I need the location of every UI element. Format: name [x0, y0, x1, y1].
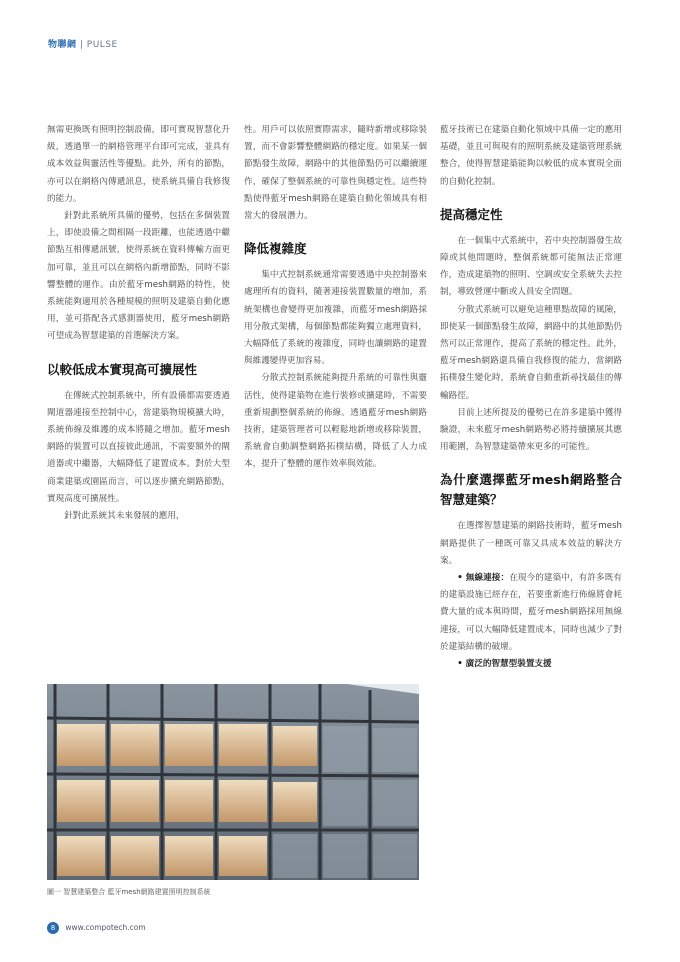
col1-heading-1: 以較低成本實現高可擴展性	[47, 361, 198, 377]
col3-paragraph-1: 藍牙技術已在建築自動化領域中具備一定的應用基礎，並且可與現有的照明系統及建築管理系統整合，使得智慧建築能夠以較低的成本實現全面的自動化控制。	[440, 125, 622, 187]
page-number: 8	[47, 922, 59, 934]
column-1	[47, 122, 230, 525]
col2-paragraph-2: 集中式控制系統通常需要透過中央控制器來處理所有的資料，隨著連接裝置數量的增加，系統架構也會變得更加複雜，而藍牙mesh網路採用分散式架構，每個節點都能夠獨立處理資料，大幅降低了系統的複雜度，同時也讓網路的建置與維護變得更加容易。	[244, 270, 427, 367]
col2-heading-1: 降低複雜度	[244, 241, 307, 257]
col3-heading-1: 提高穩定性	[440, 206, 503, 222]
footer-site[interactable]: www.compotech.com	[65, 923, 146, 932]
building-photo	[47, 684, 419, 880]
column-2	[244, 122, 427, 474]
header-divider: |	[79, 40, 87, 50]
col3-paragraph-2: 在一個集中式系統中，若中央控制器發生故障或其他問題時，整個系統都可能無法正常運作，造成建築物的照明、空調或安全系統失去控制，導致營運中斷或人員安全問題。	[440, 235, 622, 298]
col3-paragraph-3: 分散式系統可以避免這種單點故障的風險，即使某一個節點發生故障，網路中的其他節點仍然可以正常運作，提高了系統的穩定性。此外，藍牙mesh網路還具備自我修復的能力，當網路拓樸發生變化時，系統會自動重新尋找最佳的傳輸路徑。	[440, 304, 622, 401]
col1-paragraph-4: 針對此系統其未來發展的應用，	[64, 511, 185, 522]
col3-bullet-title: • 無線連接：	[457, 573, 510, 584]
col1-paragraph-1: 無需更換既有照明控制設備，即可實現智慧化升級，透過單一的網格管理平台即可完成，並具有成本效益與靈活性等優點。此外，所有的節點，亦可以在網格內傳遞訊息，使系統具備自我修復的能力。	[47, 125, 230, 204]
header-section: PULSE	[86, 40, 118, 50]
photo-caption: 圖一 智慧建築整合 藍牙mesh網路建置照明控制系統	[47, 888, 211, 896]
col3-bullet-text: 在現今的建築中，有許多既有的建築設施已經存在，若要重新進行佈線將會耗費大量的成本與時間，藍牙mesh網路採用無線連接，可以大幅降低建置成本，同時也減少了對於建築結構的破壞。	[440, 573, 622, 652]
col3-paragraph-7: • 廣泛的智慧型裝置支援	[457, 659, 552, 670]
column-3	[440, 122, 622, 673]
col3-paragraph-4: 目前上述所提及的優勢已在許多建築中獲得驗證，未來藍牙mesh網路勢必將持續擴展其應用範圍，為智慧建築帶來更多的可能性。	[440, 407, 622, 453]
col1-paragraph-3: 在傳統式控制系統中，所有設備都需要透過閘道器連接至控制中心，當建築物規模擴大時，系統佈線及維護的成本將隨之增加。藍牙mesh網路的裝置可以直接彼此通訊，不需要額外的閘道器或中繼器，大幅降低了建置成本。對於大型商業建築或園區而言，可以逐步擴充網路節點，實現高度可擴展性。	[47, 390, 230, 504]
col2-paragraph-1: 性。用戶可以依照實際需求，隨時新增或移除裝置，而不會影響整體網路的穩定度。如果某一個節點發生故障，網路中的其他節點仍可以繼續運作，確保了整個系統的可靠性與穩定性。這些特點使得藍牙mesh網路在建築自動化領域具有相當大的發展潛力。	[244, 125, 427, 222]
col3-paragraph-5: 在選擇智慧建築的網路技術時，藍牙mesh網路提供了一種既可靠又具成本效益的解決方案。	[440, 521, 622, 566]
page-header	[48, 37, 118, 50]
building-facade-image	[47, 684, 419, 880]
col1-paragraph-2: 針對此系統所具備的優勢，包括在多個裝置上，即使設備之間相隔一段距離，也能透過中繼節點互相傳遞訊號，使得系統在資料傳輸方面更加可靠，並且可以在網格內新增節點，同時不影響整體的運作。由於藍牙mesh網路的特性，使系統能夠適用於各種規模的照明及建築自動化應用，並可搭配各式感測器使用，藍牙mesh網路可望成為智慧建築的首選解決方案。	[47, 211, 230, 342]
col3-paragraph-6	[440, 570, 622, 656]
header-mark: 物聯網	[48, 40, 77, 50]
col2-paragraph-3: 分散式控制系統能夠提升系統的可靠性與靈活性，使得建築物在進行裝修或擴建時，不需要重新規劃整個系統的佈線。透過藍牙mesh網路技術，建築管理者可以輕鬆地新增或移除裝置，系統會自動調整網路拓樸結構，降低了人力成本，提升了整體的運作效率與效能。	[244, 373, 427, 470]
page-footer	[47, 922, 146, 934]
col3-heading-2: 為什麼選擇藍牙mesh網路整合智慧建築？	[440, 472, 622, 508]
